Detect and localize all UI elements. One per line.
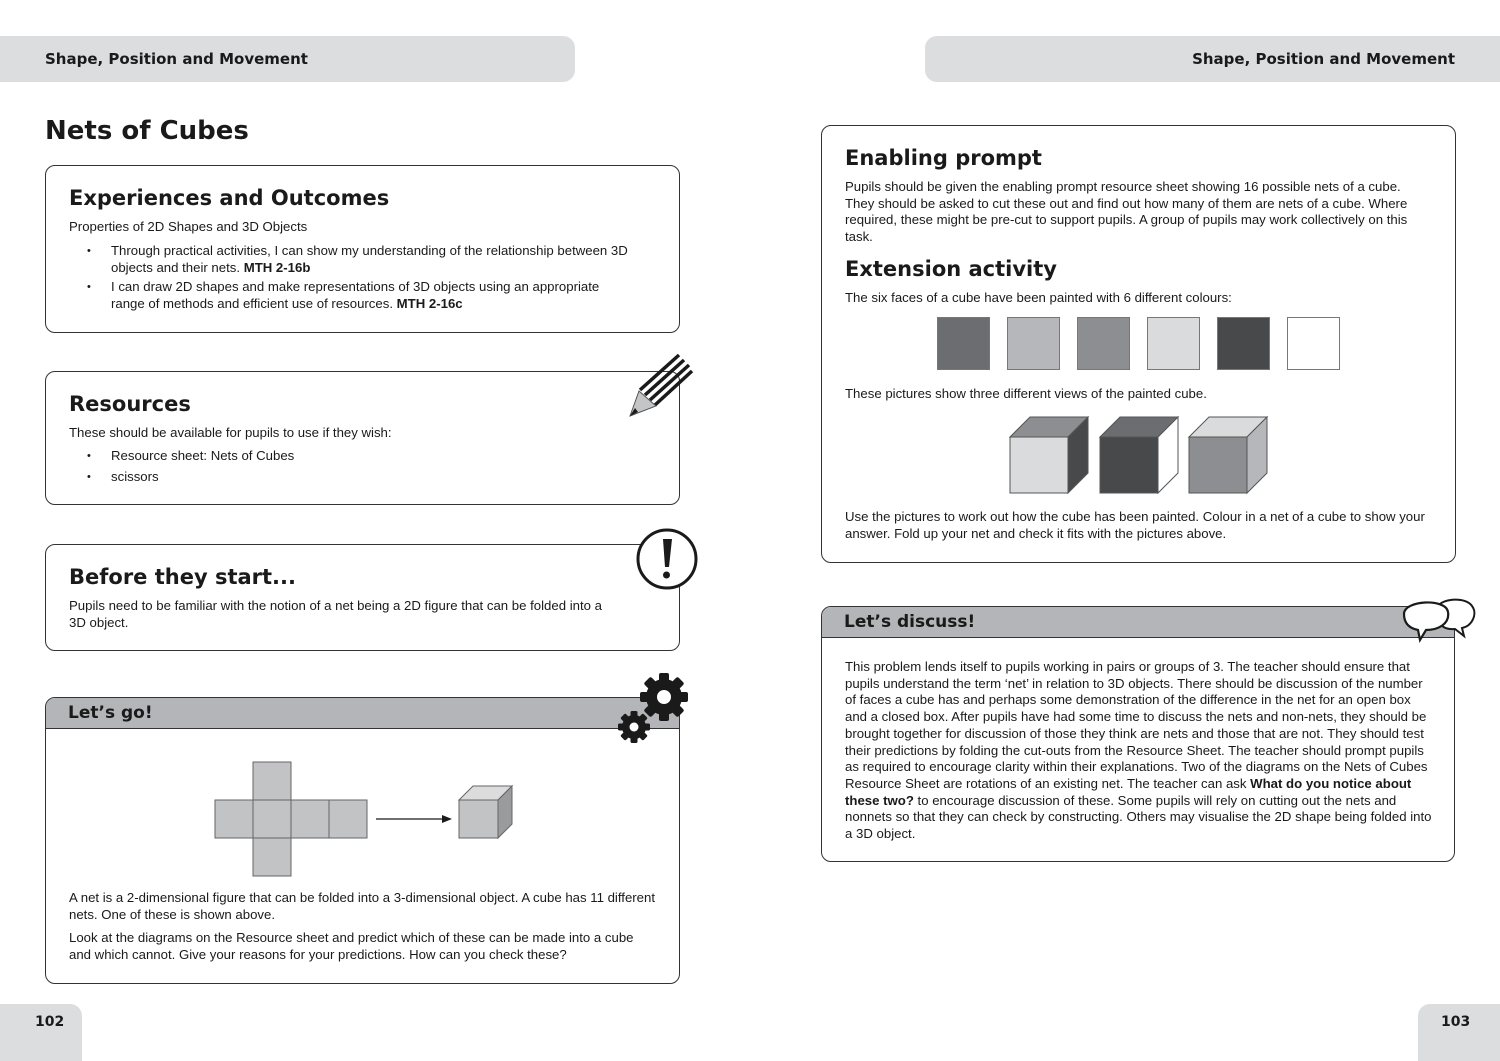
cube-front [459, 800, 498, 838]
before-box [45, 544, 680, 651]
list-item: • Resource sheet: Nets of Cubes [69, 448, 569, 465]
lets-go-para1: A net is a 2-dimensional figure that can be folded into a 3-dimensional object. A cube has 11 different nets. One of these is shown above. [69, 890, 656, 922]
colour-swatch [1217, 317, 1270, 370]
lets-go-para2: Look at the diagrams on the Resource sheet and predict which of these can be made into a cube and which cannot. Give your reasons for your predictions. How can you check these? [69, 930, 634, 962]
net-face [329, 800, 367, 838]
discuss-heading: Let’s discuss! [844, 612, 976, 632]
resources-box [45, 371, 680, 505]
colour-swatch [1007, 317, 1060, 370]
lets-go-heading: Let’s go! [68, 703, 153, 723]
before-heading: Before they start... [69, 565, 296, 589]
extension-intro: The six faces of a cube have been painted with 6 different colours: [845, 290, 1232, 305]
net-face [253, 838, 291, 876]
colour-swatch [937, 317, 990, 370]
colour-swatch [1147, 317, 1200, 370]
discuss-box [821, 606, 1455, 862]
exclamation-icon [635, 527, 699, 591]
pencil-icon [625, 352, 697, 422]
page-title: Nets of Cubes [45, 116, 249, 146]
extension-views-text: These pictures show three different views of the painted cube. [845, 386, 1207, 401]
page-number-right-text: 103 [1441, 1014, 1471, 1030]
arrow-head [442, 815, 452, 823]
cube-view-1 [1010, 417, 1088, 493]
enabling-text: Pupils should be given the enabling prompt resource sheet showing 16 possible nets of a cube. They should be asked to cut these out and find out how many of them are nets of a cube. Where required, these might be pre-cut to support pupils. A group of pupils may work collectively on this task. [845, 179, 1408, 245]
colour-swatch [1077, 317, 1130, 370]
colour-swatch [1287, 317, 1340, 370]
experiences-subheading: Properties of 2D Shapes and 3D Objects [69, 219, 308, 234]
extension-heading: Extension activity [845, 257, 1057, 281]
running-header-right [925, 36, 1500, 82]
resources-intro: These should be available for pupils to use if they wish: [69, 425, 392, 440]
running-header-left [0, 36, 575, 82]
experiences-heading: Experiences and Outcomes [69, 186, 390, 210]
list-item: • I can draw 2D shapes and make representations of 3D objects using an appropriate range of methods and efficient use of resources. MTH 2-16c [69, 279, 629, 312]
net-face [215, 800, 253, 838]
page-number-left [0, 1004, 82, 1061]
cube-view-3 [1189, 417, 1267, 493]
gears-icon [614, 670, 694, 750]
lets-go-bar [46, 698, 679, 729]
resources-list [69, 448, 569, 488]
enabling-heading: Enabling prompt [845, 146, 1042, 170]
resources-heading: Resources [69, 392, 191, 416]
cube-views-diagram [1005, 410, 1275, 500]
cube-net-diagram [211, 760, 521, 880]
speech-bubbles-icon [1400, 592, 1480, 654]
before-text: Pupils need to be familiar with the notion of a net being a 2D figure that can be folded into a 3D object. [69, 598, 602, 630]
discuss-text: This problem lends itself to pupils working in pairs or groups of 3. The teacher should ensure that pupils understand the term ‘net’ in relation to 3D objects. There should be discussion of the number of faces a cube has and perhaps some demonstration of the difference in the net for an open box and a closed box. After pupils have had some time to discuss the nets and non-nets, they should be brought together for discussion of those they think are nets and those that are not. They should test their predictions by folding the cut-outs from the Resource Sheet. The teacher should prompt pupils as required to encourage clarity within their explanations. Two of the diagrams on the Nets of Cubes Resource Sheet are rotations of an existing net. The teacher can ask What do you notice about these two? to encourage discussion of these. Some pupils will rely on cutting out the nets and nonnets so that they can check by constructing. Others may visualise the 2D shape being folded into a 3D object. [845, 659, 1432, 842]
page-number-right [1418, 1004, 1500, 1061]
experiences-box [45, 165, 680, 333]
net-face [253, 800, 291, 838]
cube-view-2 [1100, 417, 1178, 493]
net-face [291, 800, 329, 838]
lets-go-box [45, 697, 680, 984]
list-item: • scissors [69, 469, 569, 486]
net-face [253, 762, 291, 800]
running-header-right-text: Shape, Position and Movement [1192, 50, 1455, 68]
running-header-left-text: Shape, Position and Movement [45, 50, 308, 68]
extension-outro: Use the pictures to work out how the cube has been painted. Colour in a net of a cube to show your answer. Fold up your net and check it fits with the pictures above. [845, 509, 1425, 541]
discuss-bar [822, 607, 1454, 638]
list-item: • Through practical activities, I can show my understanding of the relationship between 3D objects and their nets. MTH 2-16b [69, 243, 629, 276]
experiences-list [69, 243, 629, 316]
page-number-left-text: 102 [35, 1014, 65, 1030]
